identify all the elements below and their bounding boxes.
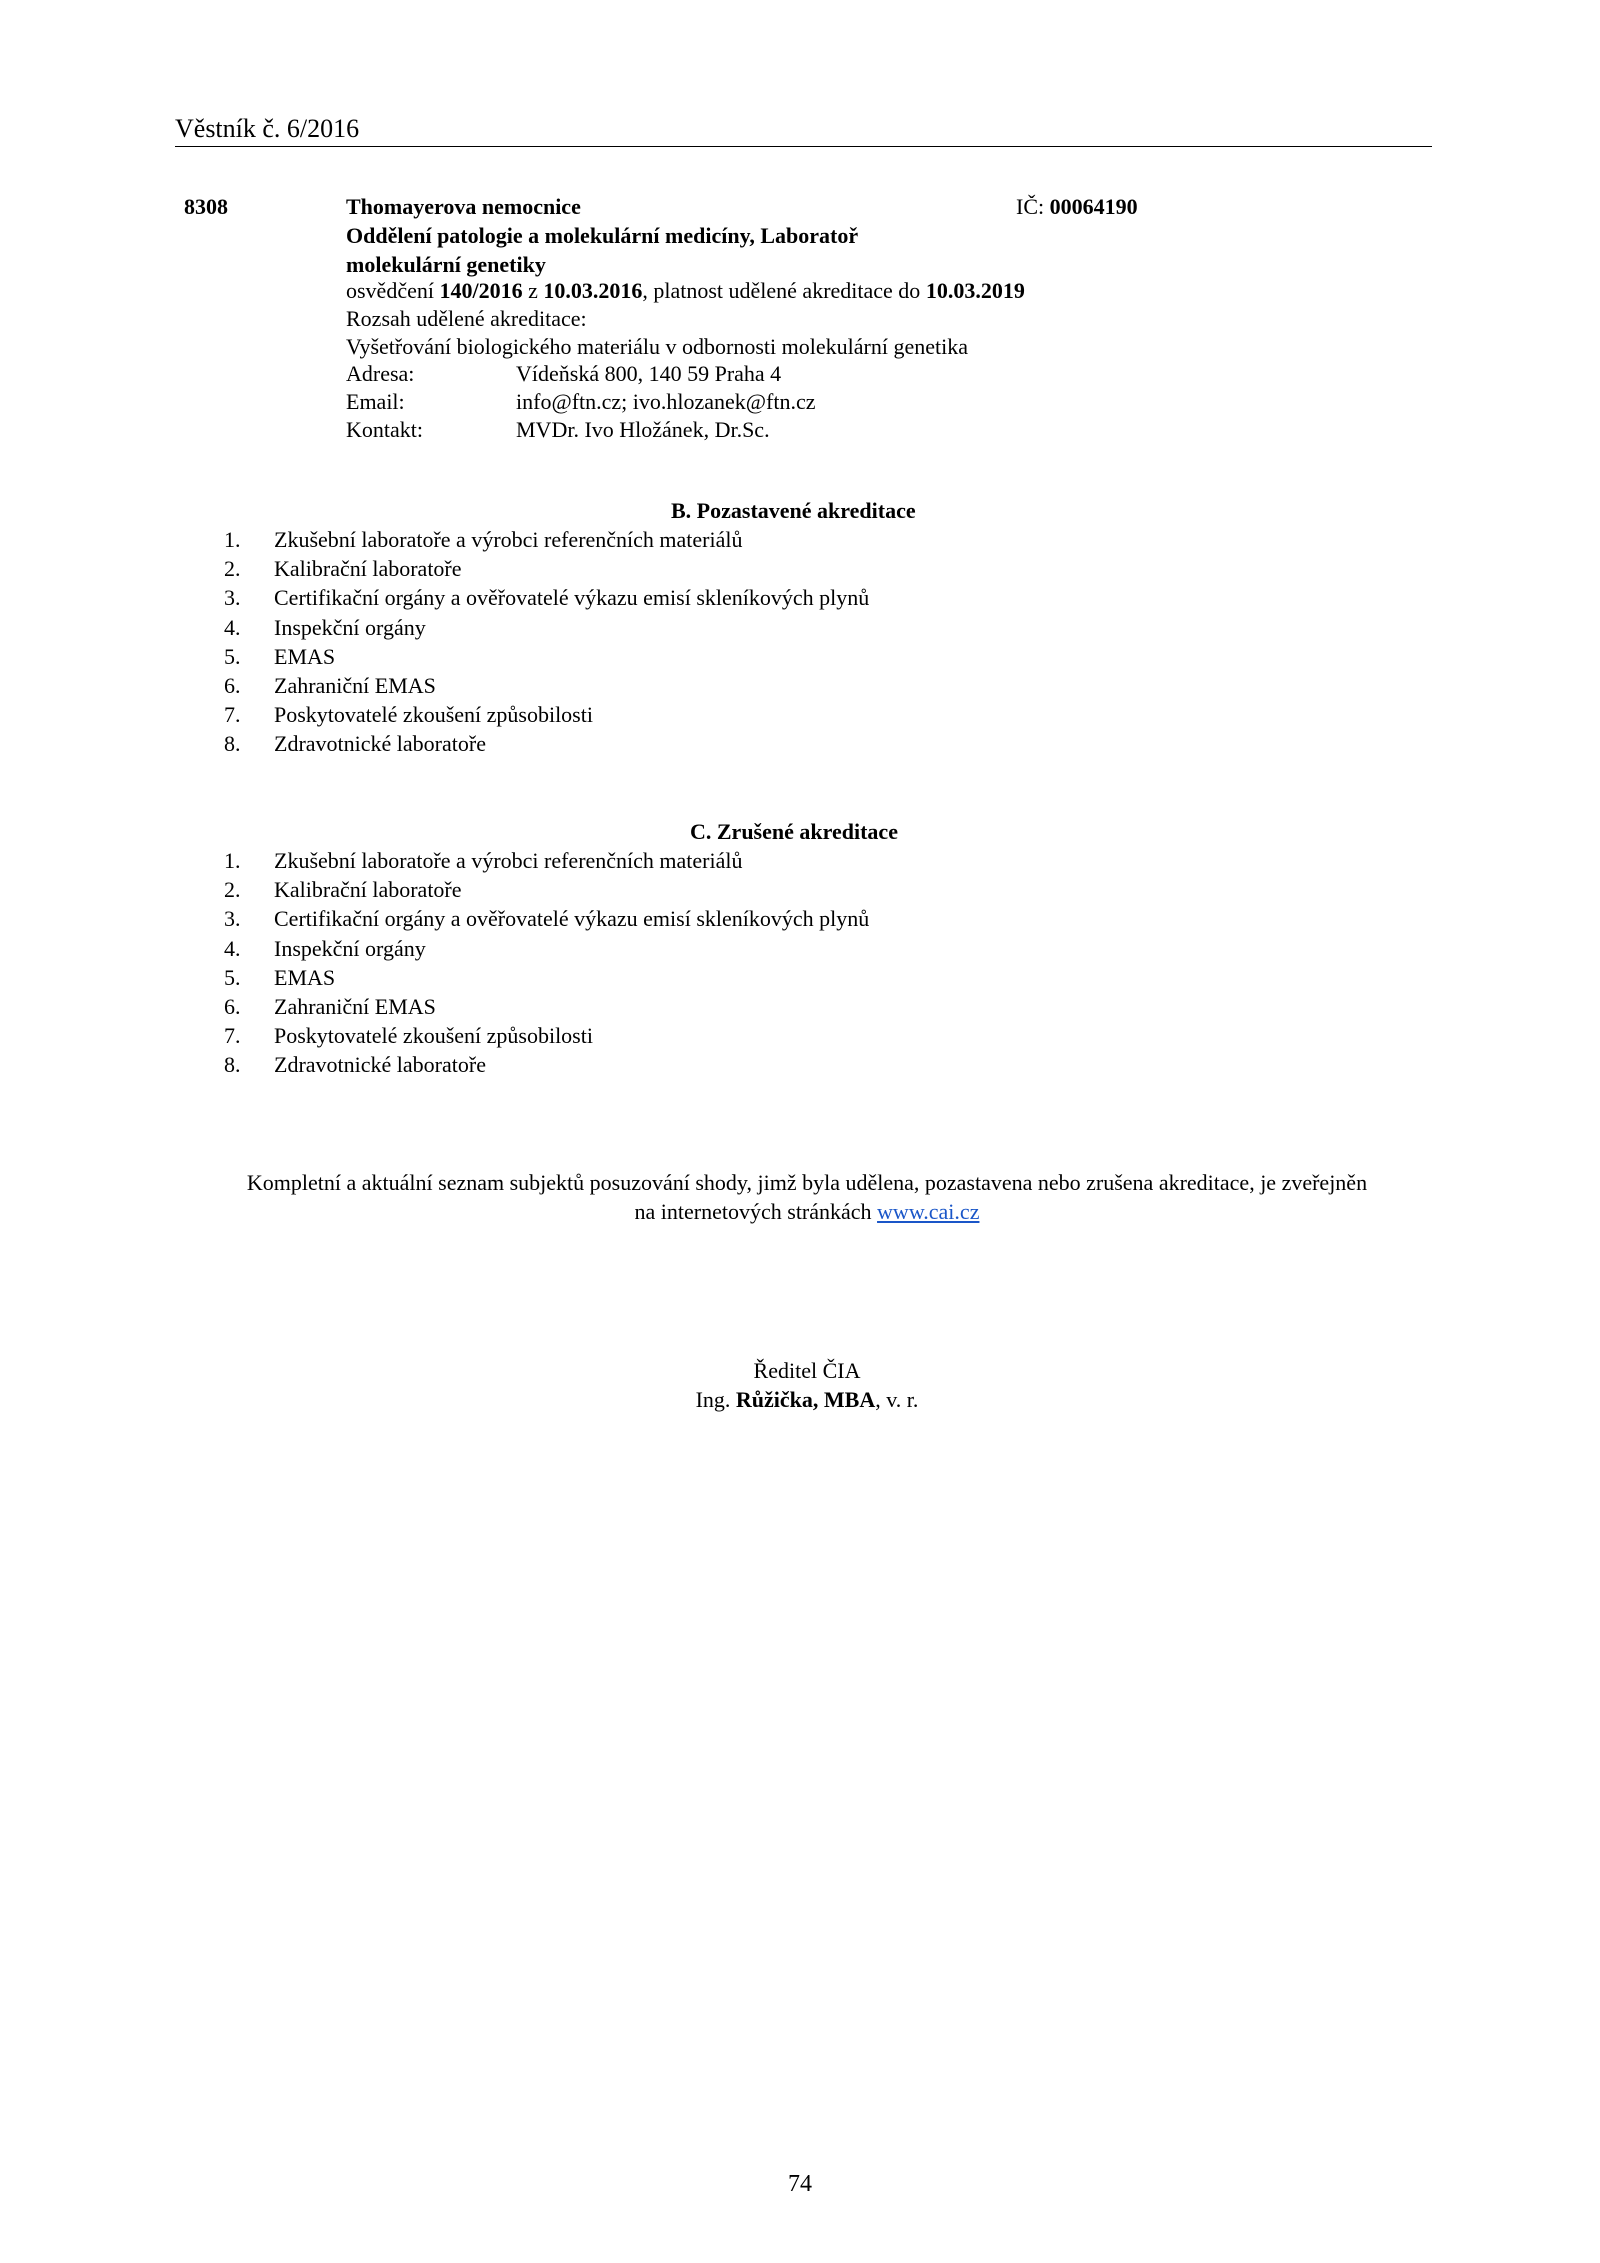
entry-department-line1: Oddělení patologie a molekulární medicíny, Laboratoř <box>346 223 859 248</box>
entry-ic <box>1016 192 1138 221</box>
signature-person: Růžička, MBA <box>735 1387 876 1412</box>
list-item-text: Kalibrační laboratoře <box>274 556 462 582</box>
list-item-text: EMAS <box>274 643 336 669</box>
entry-number: 8308 <box>184 194 228 219</box>
entry-department-line2: molekulární genetiky <box>346 252 546 277</box>
list-item-number: 1. <box>224 527 241 552</box>
list-item-text: Certifikační orgány a ověřovatelé výkazu emisí skleníkových plynů <box>274 585 870 611</box>
address-value: Vídeňská 800, 140 59 Praha 4 <box>516 361 782 386</box>
signature-prefix: Ing. <box>695 1387 736 1412</box>
list-item-text: Poskytovatelé zkoušení způsobilosti <box>274 702 593 728</box>
section-b-title: B. Pozastavené akreditace <box>671 498 916 523</box>
cai-website-link[interactable]: www.cai.cz <box>877 1199 980 1224</box>
note-line2-prefix: na internetových stránkách <box>634 1199 878 1224</box>
list-item-text: Certifikační orgány a ověřovatelé výkazu emisí skleníkových plynů <box>274 906 870 932</box>
scope-label: Rozsah udělené akreditace: <box>346 306 587 331</box>
cert-valid-date: 10.03.2019 <box>925 278 1025 303</box>
note-line2 <box>0 1197 1600 1226</box>
list-item-number: 2. <box>224 877 241 903</box>
list-item-number: 6. <box>224 672 241 698</box>
footer-note <box>0 1168 1600 1226</box>
list-item-number: 4. <box>224 614 241 640</box>
list-item-number: 7. <box>224 702 241 728</box>
list-item-number: 3. <box>224 906 241 932</box>
list-item-text: Inspekční orgány <box>274 935 426 961</box>
page-number: 74 <box>788 2171 812 2197</box>
email-label: Email: <box>346 389 405 414</box>
note-line1: Kompletní a aktuální seznam subjektů posuzování shody, jimž byla udělena, pozastavena nebo zrušena akreditace, je zveřejněn <box>246 1170 1368 1195</box>
list-item-text: Zkušební laboratoře a výrobci referenčních materiálů <box>274 848 743 873</box>
address-label: Adresa: <box>346 361 415 386</box>
cert-prefix: osvědčení <box>346 278 440 303</box>
cert-from: z <box>522 278 544 303</box>
list-item-number: 1. <box>224 848 241 873</box>
contact-label: Kontakt: <box>346 417 423 442</box>
list-item-text: Zdravotnické laboratoře <box>274 1052 486 1078</box>
list-item-text: EMAS <box>274 964 336 990</box>
list-item-number: 8. <box>224 1052 241 1078</box>
cert-valid-text: , platnost udělené akreditace do <box>642 278 926 303</box>
section-c-title: C. Zrušené akreditace <box>690 819 898 844</box>
list-item-number: 5. <box>224 964 241 990</box>
list-item-text: Poskytovatelé zkoušení způsobilosti <box>274 1023 593 1049</box>
journal-header: Věstník č. 6/2016 <box>175 114 360 143</box>
header-divider <box>175 146 1432 147</box>
entry-certificate <box>346 276 1025 305</box>
list-item-text: Zahraniční EMAS <box>274 993 436 1019</box>
signature-name <box>0 1385 1600 1414</box>
cert-number: 140/2016 <box>439 278 523 303</box>
ic-value: 00064190 <box>1049 194 1138 219</box>
list-item-number: 4. <box>224 935 241 961</box>
cert-date: 10.03.2016 <box>543 278 643 303</box>
list-item-text: Zdravotnické laboratoře <box>274 731 486 757</box>
list-item-text: Inspekční orgány <box>274 614 426 640</box>
signature-title: Ředitel ČIA <box>753 1358 861 1383</box>
list-item-text: Kalibrační laboratoře <box>274 877 462 903</box>
list-item-text: Zkušební laboratoře a výrobci referenčních materiálů <box>274 527 743 552</box>
contact-value: MVDr. Ivo Hložánek, Dr.Sc. <box>516 417 770 442</box>
email-value: info@ftn.cz; ivo.hlozanek@ftn.cz <box>516 389 816 414</box>
list-item-number: 7. <box>224 1023 241 1049</box>
list-item-text: Zahraniční EMAS <box>274 672 436 698</box>
ic-label: IČ: <box>1016 194 1050 219</box>
entry-name: Thomayerova nemocnice <box>346 194 581 219</box>
list-item-number: 5. <box>224 643 241 669</box>
list-item-number: 3. <box>224 585 241 611</box>
scope-text: Vyšetřování biologického materiálu v odbornosti molekulární genetika <box>346 334 968 359</box>
list-item-number: 2. <box>224 556 241 582</box>
signature-suffix: , v. r. <box>875 1387 919 1412</box>
list-item-number: 8. <box>224 731 241 757</box>
list-item-number: 6. <box>224 993 241 1019</box>
